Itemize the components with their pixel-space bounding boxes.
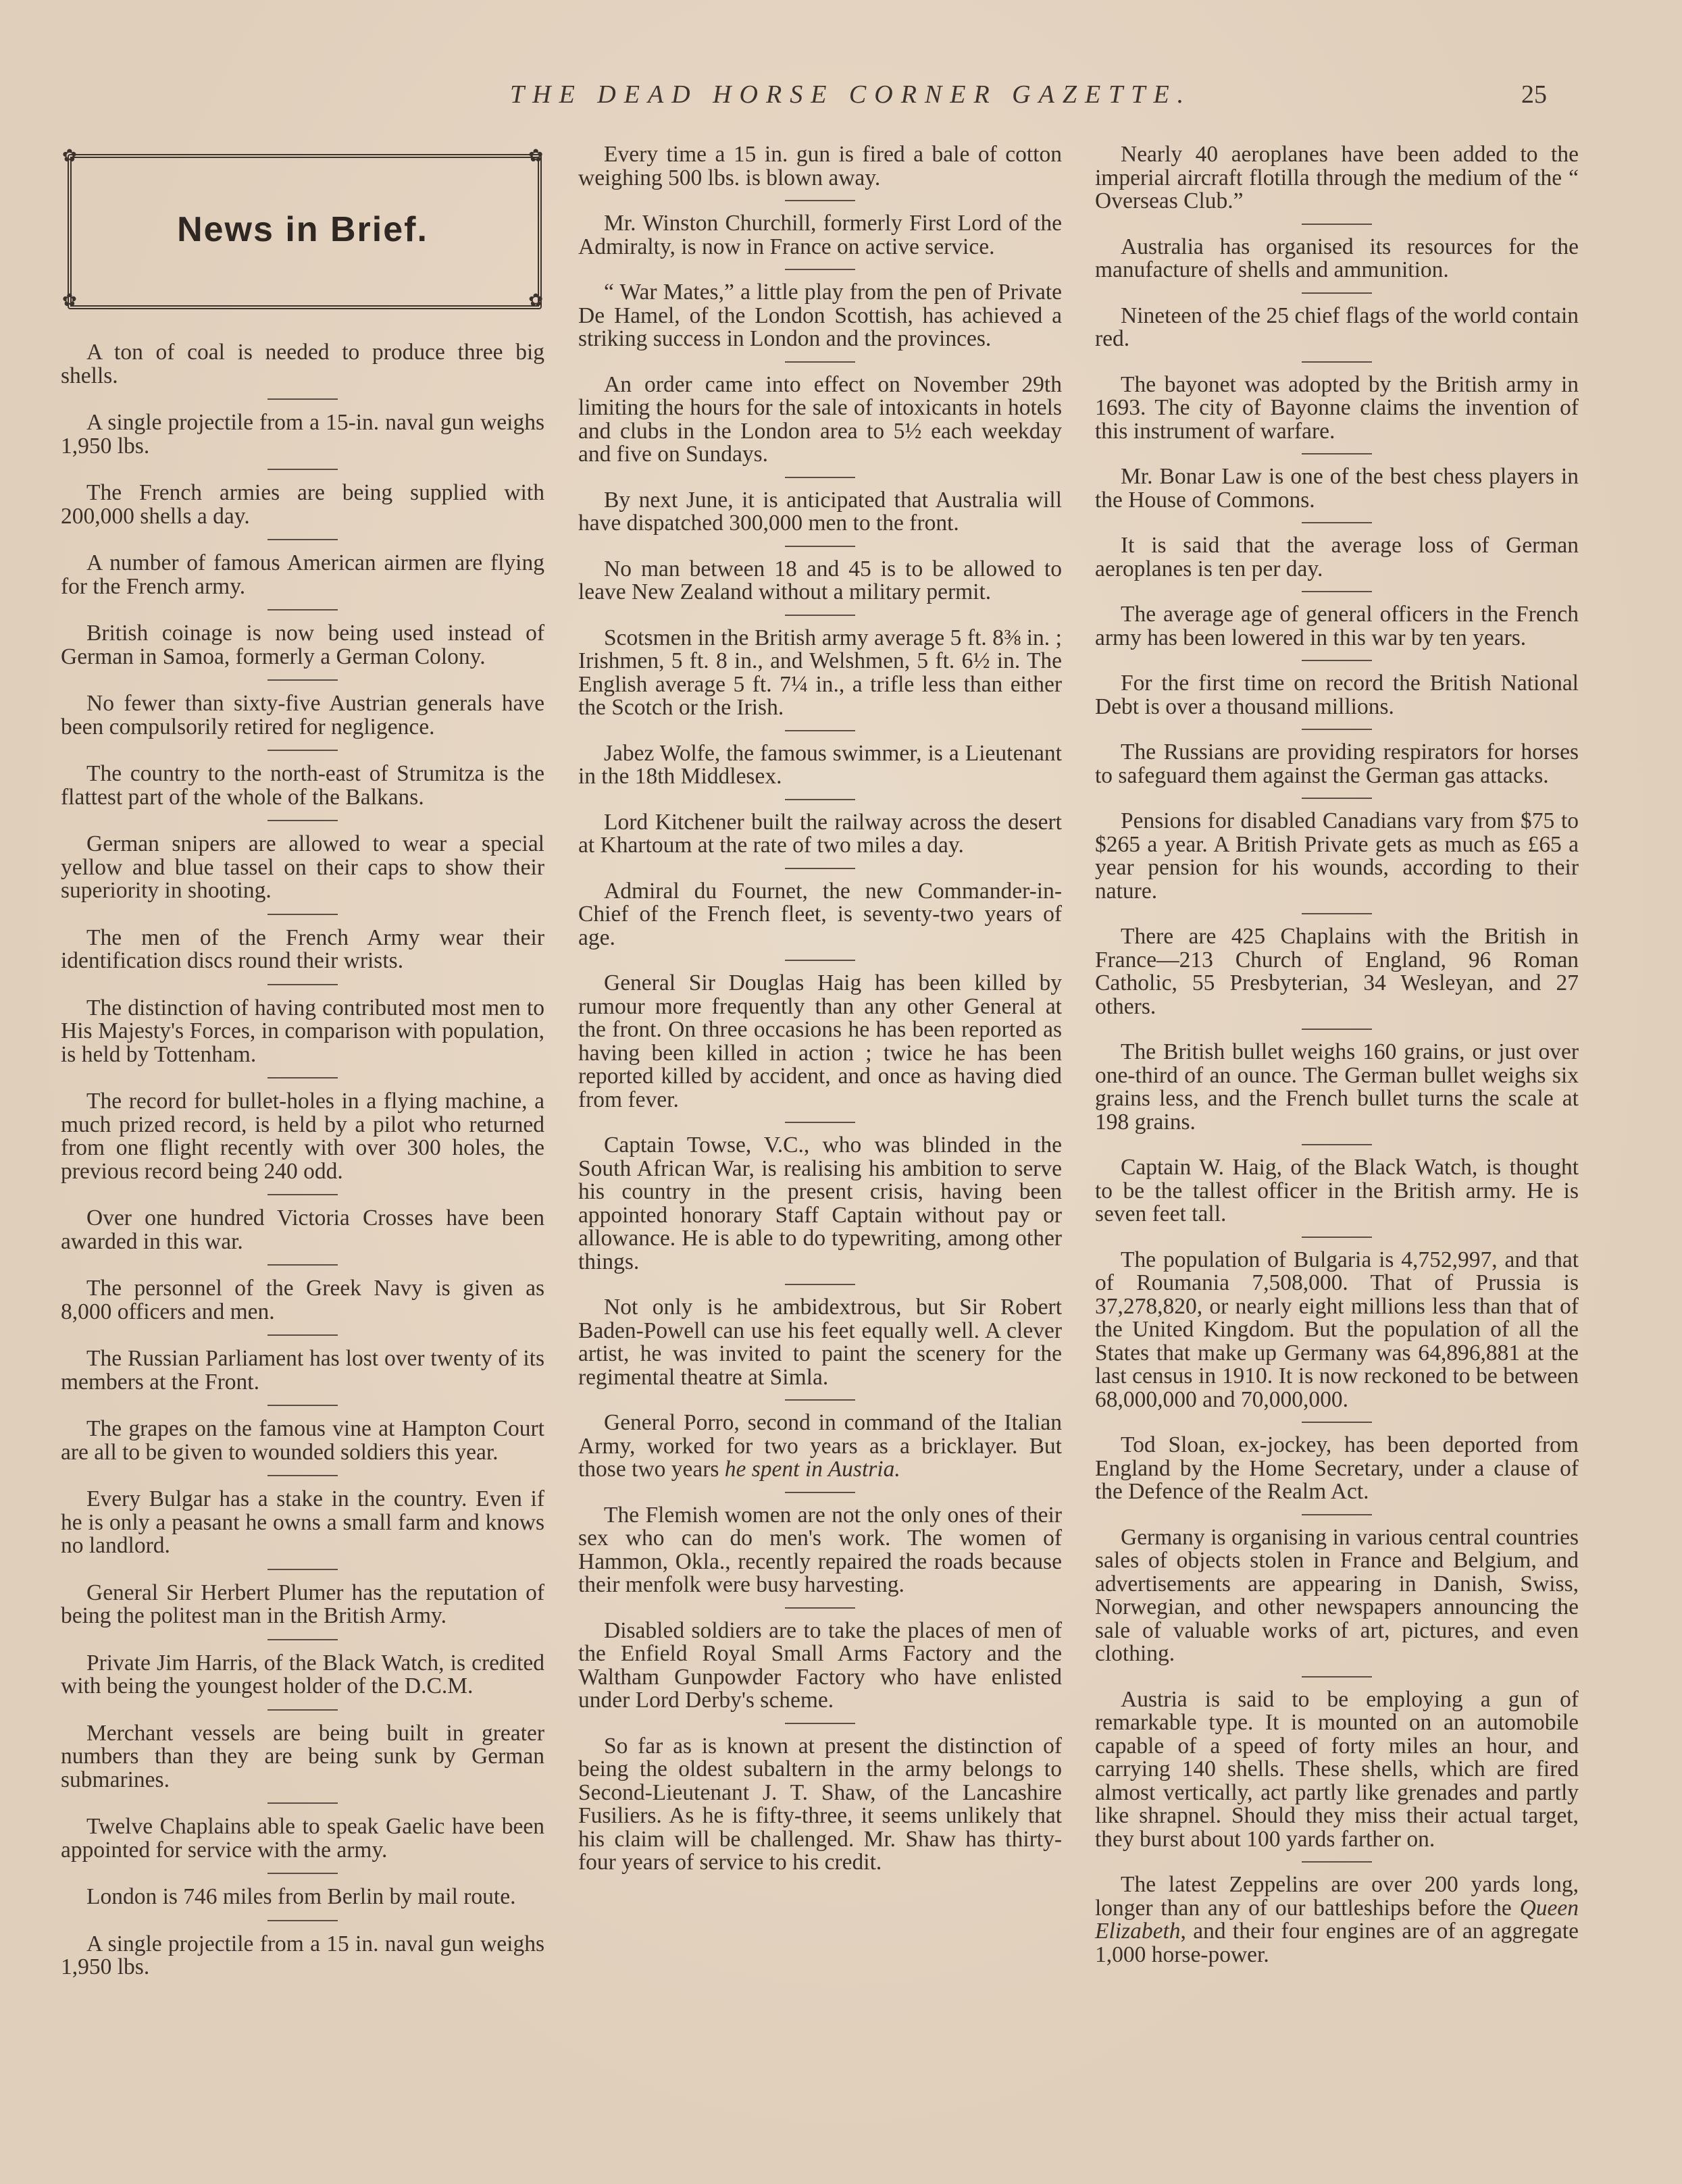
news-item: A single projectile from a 15 in. naval gun weighs 1,950 lbs.: [61, 1931, 544, 1979]
item-separator: [267, 398, 338, 400]
news-item: Austria is said to be employing a gun of remarkable type. It is mounted on an automobile capable of a speed of forty miles an hour, and carrying 140 shells. These shells, which are fired almost vertically, act partly like grenades and partly like shrapnel. Should they miss their actual target, they burst about 100 yards farther on.: [1095, 1686, 1579, 1852]
news-item: The bayonet was adopted by the British army in 1693. The city of Bayonne claims the invention of this instrument of warfare.: [1095, 371, 1579, 444]
page-header: [0, 80, 1682, 120]
item-separator: [267, 1405, 338, 1406]
item-separator: [1302, 729, 1372, 730]
item-separator: [267, 1077, 338, 1078]
item-separator: [785, 269, 855, 270]
item-separator: [267, 469, 338, 470]
news-item: Germany is organising in various central countries sales of objects stolen in France and Belgium, and advertisements are appearing in Danish, Swiss, Norwegian, and other newspapers announcing the sale of valuable works of art, pictures, and even clothing.: [1095, 1524, 1579, 1666]
news-item-text: General Porro, second in command of the Italian Army, worked for two years as a bricklayer. But those two years: [578, 1410, 1062, 1482]
news-item: [578, 1411, 1062, 1482]
news-item: Every Bulgar has a stake in the country. Even if he is only a peasant he owns a small farm and knows no landlord.: [61, 1486, 544, 1558]
corner-ornament-icon: ✿: [528, 146, 543, 165]
news-item: The British bullet weighs 160 grains, or just over one-third of an ounce. The German bullet weighs six grains less, and the French bullet turns the scale at 198 grains.: [1095, 1039, 1579, 1135]
news-item: By next June, it is anticipated that Australia will have dispatched 300,000 men to the front.: [578, 487, 1062, 536]
corner-ornament-icon: ✿: [62, 146, 77, 165]
news-item: Not only is he ambidextrous, but Sir Robert Baden-Powell can use his feet equally well. A clever artist, he was invited to paint the scenery for the regimental theatre at Simla.: [578, 1295, 1062, 1390]
news-item: The average age of general officers in the French army has been lowered in this war by ten years.: [1095, 602, 1579, 650]
item-separator: [785, 799, 855, 800]
column-2: [578, 143, 1062, 1875]
news-item: British coinage is now being used instead of German in Samoa, formerly a German Colony.: [61, 621, 544, 669]
news-item: Private Jim Harris, of the Black Watch, is credited with being the youngest holder of the D.C.M.: [61, 1650, 544, 1698]
news-item: Tod Sloan, ex-jockey, has been deported from England by the Home Secretary, under a clause of the Defence of the Realm Act.: [1095, 1432, 1579, 1504]
news-item: Jabez Wolfe, the famous swimmer, is a Lieutenant in the 18th Middlesex.: [578, 740, 1062, 789]
item-separator: [267, 1264, 338, 1266]
news-item: Over one hundred Victoria Crosses have been awarded in this war.: [61, 1205, 544, 1254]
item-separator: [785, 1607, 855, 1609]
news-item: The population of Bulgaria is 4,752,997, and that of Roumania 7,508,000. That of Prussia is 37,278,820, or nearly eight millions less than that of the United Kingdom. But the population of all the States that make up Germany was 64,896,881 at the last census in 1910. It is now reckoned to be between 68,000,000 and 70,000,000.: [1095, 1247, 1579, 1412]
item-separator: [1302, 913, 1372, 914]
column-3: [1095, 143, 1579, 1967]
item-separator: [1302, 1029, 1372, 1030]
column-1: [61, 341, 544, 1979]
news-item: Twelve Chaplains able to speak Gaelic have been appointed for service with the army.: [61, 1814, 544, 1863]
page-number: 25: [1521, 80, 1547, 109]
news-item: “ War Mates,” a little play from the pen of Private De Hamel, of the London Scottish, has achieved a striking success in London and the provinces.: [578, 280, 1062, 351]
item-separator: [1302, 798, 1372, 799]
item-separator: [267, 820, 338, 821]
item-separator: [785, 1723, 855, 1724]
item-separator: [267, 750, 338, 751]
news-item: A single projectile from a 15-in. naval gun weighs 1,950 lbs.: [61, 410, 544, 459]
gazette-title: THE DEAD HORSE CORNER GAZETTE.: [510, 80, 1192, 109]
news-item: The distinction of having contributed most men to His Majesty's Forces, in comparison with population, is held by Tottenham.: [61, 995, 544, 1067]
news-item: Every time a 15 in. gun is fired a bale of cotton weighing 500 lbs. is blown away.: [578, 142, 1062, 190]
item-separator: [1302, 1861, 1372, 1863]
item-separator: [267, 1873, 338, 1874]
item-separator: [267, 1475, 338, 1476]
news-item: Disabled soldiers are to take the places of men of the Enfield Royal Small Arms Factory and the Waltham Gunpowder Factory who have enlisted under Lord Derby's scheme.: [578, 1617, 1062, 1713]
item-separator: [1302, 1237, 1372, 1238]
item-separator: [785, 1492, 855, 1493]
news-item: Captain W. Haig, of the Black Watch, is thought to be the tallest officer in the British army. He is seven feet tall.: [1095, 1155, 1579, 1226]
item-separator: [1302, 224, 1372, 225]
item-separator: [1302, 453, 1372, 454]
item-separator: [1302, 1422, 1372, 1423]
item-separator: [785, 1399, 855, 1401]
news-item: Mr. Winston Churchill, formerly First Lord of the Admiralty, is now in France on active service.: [578, 211, 1062, 259]
news-item: The record for bullet-holes in a flying machine, a much prized record, is held by a pilot who returned from one flight recently with over 300 holes, the previous record being 240 odd.: [61, 1089, 544, 1184]
item-separator: [1302, 522, 1372, 523]
news-item: German snipers are allowed to wear a special yellow and blue tassel on their caps to show their superiority in shooting.: [61, 831, 544, 903]
news-item: The Russian Parliament has lost over twenty of its members at the Front.: [61, 1346, 544, 1395]
item-separator: [267, 1709, 338, 1711]
news-item: Nineteen of the 25 chief flags of the world contain red.: [1095, 303, 1579, 351]
news-item-italic-text: Queen Elizabeth: [1095, 1895, 1579, 1944]
news-item-italic-text: he spent in Austria.: [724, 1457, 900, 1482]
item-separator: [1302, 292, 1372, 294]
news-item: The men of the French Army wear their identification discs round their wrists.: [61, 925, 544, 973]
news-item: Nearly 40 aeroplanes have been added to the imperial aircraft flotilla through the medium of the “ Overseas Club.”: [1095, 142, 1579, 213]
item-separator: [785, 960, 855, 961]
item-separator: [267, 679, 338, 681]
news-item: No man between 18 and 45 is to be allowed to leave New Zealand without a military permit.: [578, 556, 1062, 604]
item-separator: [785, 477, 855, 478]
item-separator: [267, 984, 338, 985]
news-item: Lord Kitchener built the railway across the desert at Khartoum at the rate of two miles a day.: [578, 809, 1062, 858]
item-separator: [267, 1569, 338, 1570]
news-item: Captain Towse, V.C., who was blinded in the South African War, is realising his ambition to serve his country in the present crisis, having been appointed honorary Staff Captain without pay or allowance. He is able to do typewriting, among other things.: [578, 1133, 1062, 1274]
news-item: Mr. Bonar Law is one of the best chess players in the House of Commons.: [1095, 464, 1579, 513]
news-item: The Russians are providing respirators for horses to safeguard them against the German gas attacks.: [1095, 739, 1579, 788]
news-item: A number of famous American airmen are flying for the French army.: [61, 550, 544, 599]
item-separator: [267, 1194, 338, 1195]
news-item: The French armies are being supplied with 200,000 shells a day.: [61, 480, 544, 529]
news-in-brief-heading-box: [62, 147, 543, 309]
news-item: [1095, 1873, 1579, 1967]
item-separator: [1302, 1514, 1372, 1515]
news-item: London is 746 miles from Berlin by mail route.: [86, 1884, 516, 1909]
item-separator: [267, 1802, 338, 1804]
corner-ornament-icon: ✿: [528, 290, 543, 310]
news-item: Merchant vessels are being built in greater numbers than they are being sunk by German submarines.: [61, 1720, 544, 1792]
item-separator: [1302, 660, 1372, 661]
news-item: Pensions for disabled Canadians vary from $75 to $265 a year. A British Private gets as much as £65 a year pension for his wounds, according to their nature.: [1095, 808, 1579, 904]
item-separator: [1302, 1144, 1372, 1145]
news-item: The grapes on the famous vine at Hampton Court are all to be given to wounded soldiers this year.: [61, 1416, 544, 1465]
news-item: General Sir Herbert Plumer has the reputation of being the politest man in the British Army.: [61, 1580, 544, 1628]
item-separator: [785, 1284, 855, 1285]
item-separator: [1302, 1676, 1372, 1678]
news-item: General Sir Douglas Haig has been killed by rumour more frequently than any other General at the front. On three occasions he has been reported as having been killed in action ; twice he has been reported killed by accident, and once as having died from fever.: [578, 970, 1062, 1112]
item-separator: [785, 615, 855, 616]
corner-ornament-icon: ✿: [62, 290, 77, 310]
item-separator: [785, 200, 855, 201]
item-separator: [1302, 361, 1372, 363]
item-separator: [267, 1920, 338, 1921]
item-separator: [267, 1639, 338, 1640]
news-item: A ton of coal is needed to produce three big shells.: [61, 340, 544, 388]
news-item: An order came into effect on November 29th limiting the hours for the sale of intoxicants in hotels and clubs in the London area to 5½ each weekday and five on Sundays.: [578, 371, 1062, 467]
news-item: Australia has organised its resources for the manufacture of shells and ammunition.: [1095, 234, 1579, 282]
news-item: The country to the north-east of Strumitza is the flattest part of the whole of the Balkans.: [61, 761, 544, 810]
item-separator: [785, 868, 855, 869]
item-separator: [267, 609, 338, 610]
news-item: It is said that the average loss of German aeroplanes is ten per day.: [1095, 533, 1579, 581]
news-item: Admiral du Fournet, the new Commander-in-Chief of the French fleet, is seventy-two years of age.: [578, 878, 1062, 950]
item-separator: [785, 361, 855, 363]
item-separator: [267, 914, 338, 915]
news-item: So far as is known at present the distinction of being the oldest subaltern in the army belongs to Second-Lieutenant J. T. Shaw, of the Lancashire Fusiliers. As he is fifty-three, it seems unlikely that his claim will be challenged. Mr. Shaw has thirty-four years of service to his credit.: [578, 1733, 1062, 1875]
item-separator: [785, 730, 855, 731]
news-item: Scotsmen in the British army average 5 ft. 8⅜ in. ; Irishmen, 5 ft. 8 in., and Welshmen, 5 ft. 6½ in. The English average 5 ft. 7¼ in., a trifle less than either the Scotch or the Irish.: [578, 625, 1062, 720]
item-separator: [785, 1122, 855, 1123]
news-item: There are 425 Chaplains with the British in France—213 Church of England, 96 Roman Catholic, 55 Presbyterian, 34 Wesleyan, and 27 others.: [1095, 924, 1579, 1019]
item-separator: [1302, 591, 1372, 592]
news-item-text: The latest Zeppelins are over 200 yards long, longer than any of our battleships before the: [1095, 1872, 1579, 1921]
news-item: The Flemish women are not the only ones of their sex who can do men's work. The women of Hammon, Okla., recently repaired the roads because their menfolk were busy harvesting.: [578, 1502, 1062, 1597]
section-title: News in Brief.: [177, 210, 428, 249]
news-item: The personnel of the Greek Navy is given as 8,000 officers and men.: [61, 1276, 544, 1324]
item-separator: [785, 546, 855, 547]
news-item: For the first time on record the British National Debt is over a thousand millions.: [1095, 671, 1579, 719]
item-separator: [267, 539, 338, 540]
news-item: No fewer than sixty-five Austrian generals have been compulsorily retired for negligence.: [61, 691, 544, 739]
news-item-text: , and their four engines are of an aggregate 1,000 horse-power.: [1095, 1919, 1579, 1967]
item-separator: [267, 1334, 338, 1336]
